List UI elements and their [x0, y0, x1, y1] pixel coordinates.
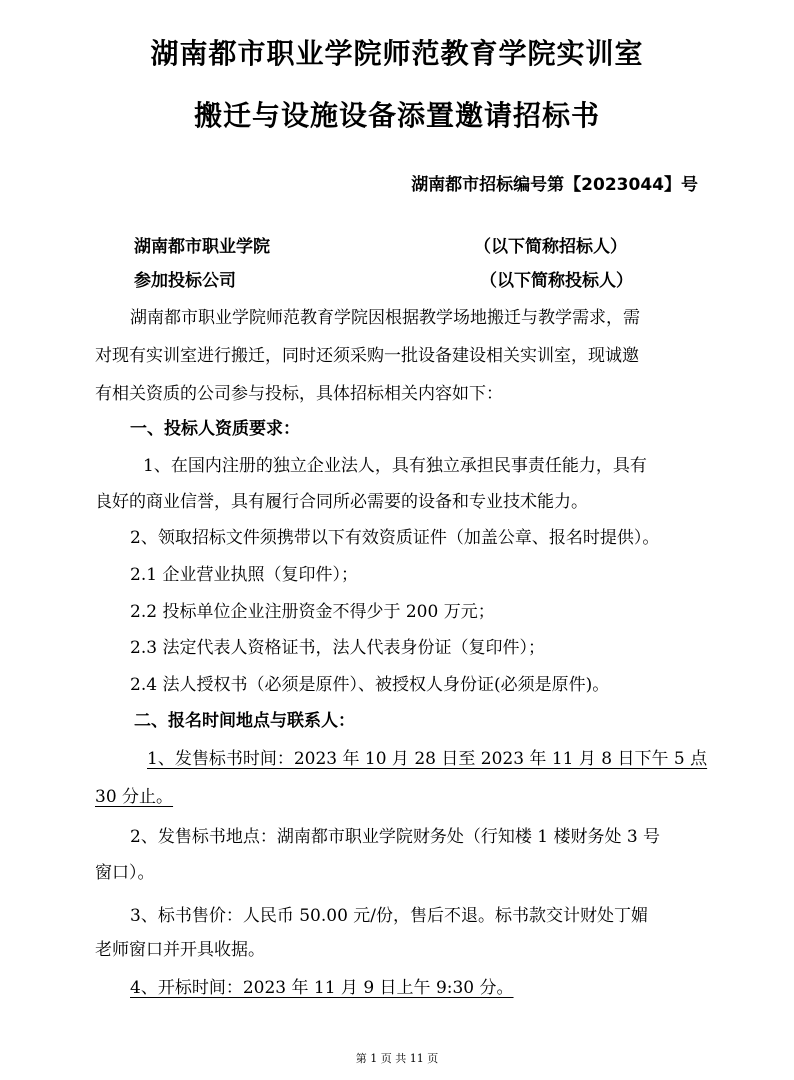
section-2-heading: 二、报名时间地点与联系人：	[134, 711, 355, 731]
section-2-item-1-line-2: 30 分止。	[95, 787, 174, 807]
section-1-heading: 一、投标人资质要求：	[130, 419, 300, 439]
intro-line-2: 对现有实训室进行搬迁，同时还须采购一批设备建设相关实训室，现诚邀	[95, 346, 639, 366]
page-title-line-2: 搬迁与设施设备添置邀请招标书	[193, 99, 600, 132]
section-1-item-2-3: 2.3 法定代表人资格证书，法人代表身份证（复印件）；	[130, 638, 545, 658]
page-title-line-1: 湖南都市职业学院师范教育学院实训室	[150, 37, 644, 70]
tenderer-alias: （以下简称招标人）	[474, 237, 627, 257]
section-1-item-2: 2、领取招标文件须携带以下有效资质证件（加盖公章、报名时提供）。	[130, 528, 660, 548]
section-2-item-3-line-1: 3、标书售价：人民币 50.00 元/份，售后不退。标书款交计财处丁媚	[130, 906, 649, 926]
intro-line-1: 湖南都市职业学院师范教育学院因根据教学场地搬迁与教学需求，需	[130, 308, 640, 328]
bidder-alias: （以下简称投标人）	[480, 271, 633, 291]
intro-line-3: 有相关资质的公司参与投标，具体招标相关内容如下：	[95, 384, 503, 404]
section-1-item-2-2: 2.2 投标单位企业注册资金不得少于 200 万元；	[130, 602, 495, 622]
bidder-name: 参加投标公司	[134, 271, 236, 291]
section-2-item-2-line-2: 窗口）。	[95, 863, 155, 883]
section-1-item-2-1: 2.1 企业营业执照（复印件）；	[130, 565, 358, 585]
section-2-item-4: 4、开标时间：2023 年 11 月 9 日上午 9:30 分。	[130, 978, 514, 998]
section-1-item-1-line-2: 良好的商业信誉，具有履行合同所必需要的设备和专业技术能力。	[95, 492, 588, 512]
section-1-item-2-4: 2.4 法人授权书（必须是原件）、被授权人身份证(必须是原件)。	[130, 675, 610, 695]
section-2-item-2-line-1: 2、发售标书地点：湖南都市职业学院财务处（行知楼 1 楼财务处 3 号	[130, 827, 661, 847]
section-1-item-1-line-1: 1、在国内注册的独立企业法人，具有独立承担民事责任能力，具有	[143, 456, 647, 476]
tenderer-name: 湖南都市职业学院	[134, 237, 270, 257]
section-2-item-3-line-2: 老师窗口并开具收据。	[95, 940, 265, 960]
section-2-item-1-line-1: 1、发售标书时间：2023 年 10 月 28 日至 2023 年 11 月 8 日下午 5 点	[147, 749, 708, 769]
page-footer: 第 1 页 共 11 页	[355, 1052, 439, 1065]
tender-number: 湖南都市招标编号第【2023044】号	[411, 175, 698, 195]
